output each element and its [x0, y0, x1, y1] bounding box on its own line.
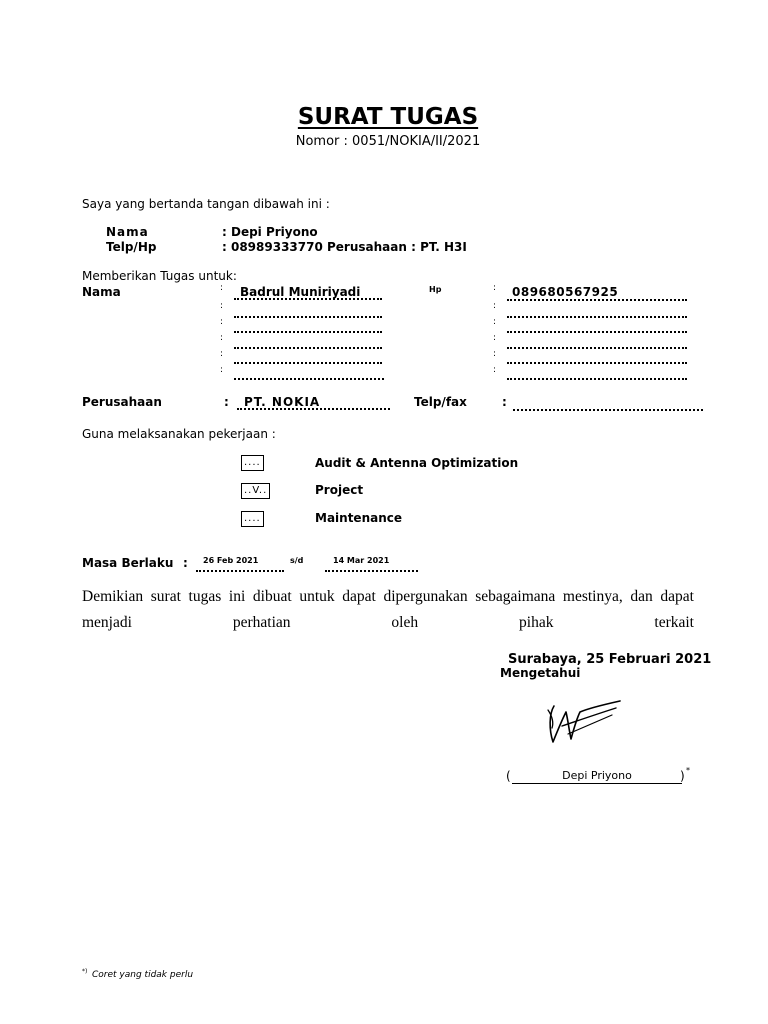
- dotted-line: [234, 331, 382, 333]
- footnote-text: Coret yang tidak perlu: [92, 970, 194, 980]
- colon: :: [224, 395, 229, 409]
- colon: :: [220, 301, 224, 311]
- colon: :: [220, 333, 224, 343]
- colon: :: [493, 365, 497, 375]
- colon: :: [493, 317, 497, 327]
- validity-end: 14 Mar 2021: [333, 556, 390, 565]
- place-date: Surabaya, 25 Februari 2021: [508, 652, 712, 667]
- signer-telp-company-value: : 08989333770 Perusahaan : PT. H3I: [222, 240, 467, 254]
- dotted-line: [234, 362, 382, 364]
- colon: :: [493, 333, 497, 343]
- dotted-line: [234, 378, 384, 380]
- colon: :: [493, 301, 497, 311]
- option-label: Maintenance: [315, 511, 403, 525]
- dotted-line: [507, 331, 687, 333]
- document-title: SURAT TUGAS: [297, 104, 479, 130]
- document-number: Nomor : 0051/NOKIA/II/2021: [295, 134, 481, 149]
- signer-name-label: Nama: [106, 225, 149, 239]
- option-box: ..V..: [241, 483, 270, 499]
- dotted-line: [196, 570, 284, 572]
- option-label: Project: [315, 483, 364, 497]
- colon: :: [220, 317, 224, 327]
- assignee-name: Badrul Muniriyadi: [240, 285, 361, 299]
- open-paren: (: [506, 769, 511, 783]
- assign-name-label: Nama: [82, 285, 121, 299]
- colon: :: [502, 395, 507, 409]
- closing-paragraph: Demikian surat tugas ini dibuat untuk dapat dipergunakan sebagaimana mestinya, dan dapat menjadi perhatian oleh pihak terkait: [82, 588, 694, 631]
- validity-separator: s/d: [290, 556, 304, 565]
- signer-name-sign: Depi Priyono: [512, 769, 682, 784]
- dotted-line: [234, 347, 382, 349]
- validity-label: Masa Berlaku: [82, 556, 174, 570]
- dotted-line: [507, 347, 687, 349]
- colon: :: [220, 365, 224, 375]
- close-paren: ): [680, 769, 685, 783]
- colon: :: [220, 283, 224, 293]
- intro-text: Saya yang bertanda tangan dibawah ini :: [82, 197, 330, 211]
- signer-telp-label: Telp/Hp: [106, 240, 157, 254]
- assign-intro: Memberikan Tugas untuk:: [82, 269, 237, 283]
- footnote-mark: *): [82, 968, 88, 975]
- colon: :: [183, 556, 188, 570]
- dotted-line: [507, 362, 687, 364]
- dotted-line: [325, 570, 418, 572]
- option-box: ....: [241, 511, 264, 527]
- dotted-line: [507, 299, 687, 301]
- option-label: Audit & Antenna Optimization: [315, 456, 519, 470]
- company-label: Perusahaan: [82, 395, 162, 409]
- company-value: PT. NOKIA: [244, 395, 321, 409]
- dotted-line: [507, 378, 687, 380]
- asterisk: *: [686, 766, 690, 775]
- signer-name-value: : Depi Priyono: [222, 225, 318, 239]
- colon: :: [220, 349, 224, 359]
- telpfax-label: Telp/fax: [414, 395, 467, 409]
- dotted-line: [234, 298, 382, 300]
- signature-mark: [540, 698, 630, 748]
- dotted-line: [234, 316, 382, 318]
- assignee-hp: 089680567925: [512, 285, 619, 299]
- colon: :: [493, 283, 497, 293]
- dotted-line: [237, 408, 390, 410]
- colon: :: [493, 349, 497, 359]
- dotted-line: [513, 409, 703, 411]
- assign-hp-label: Hp: [429, 285, 442, 294]
- work-intro: Guna melaksanakan pekerjaan :: [82, 427, 276, 441]
- validity-start: 26 Feb 2021: [203, 556, 259, 565]
- option-box: ....: [241, 455, 264, 471]
- dotted-line: [507, 316, 687, 318]
- acknowledged-label: Mengetahui: [500, 666, 581, 680]
